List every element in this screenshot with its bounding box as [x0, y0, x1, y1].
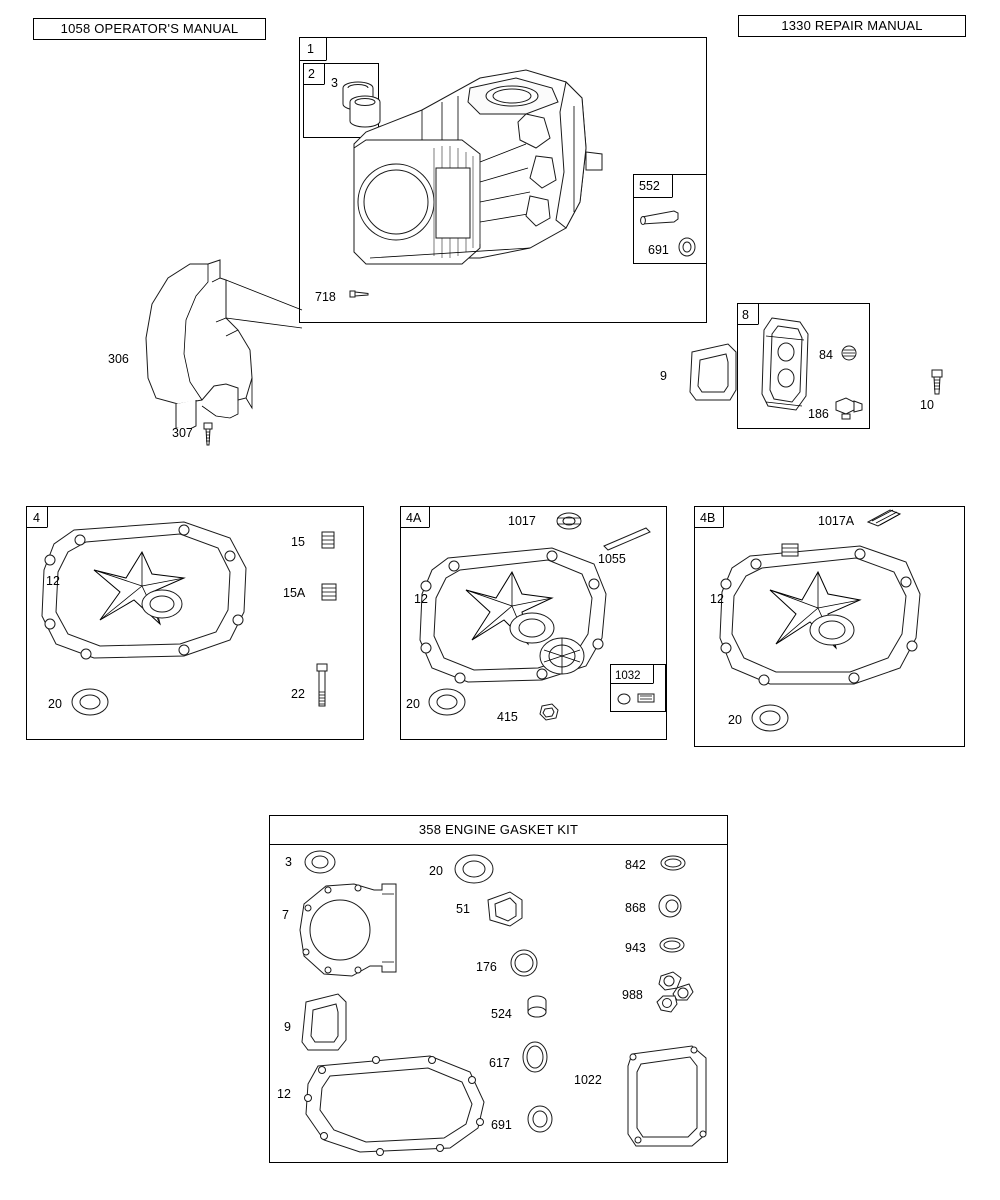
callout-51-kit-label: 51	[456, 902, 470, 916]
part-868-seal	[657, 894, 687, 920]
group-1-ref: 1	[307, 42, 314, 56]
part-15-plug	[318, 528, 340, 552]
callout-524-kit-label: 524	[491, 1007, 512, 1021]
part-51-kit-gasket	[482, 888, 528, 932]
group-4b-ref-divider	[694, 506, 724, 528]
callout-691-label: 691	[648, 243, 669, 257]
callout-1017-label: 1017	[508, 514, 536, 528]
part-9-kit-gasket	[300, 992, 350, 1054]
part-691-seal	[676, 236, 700, 258]
group-552-ref: 552	[639, 179, 660, 193]
callout-20-label-s4a: 20	[406, 697, 420, 711]
part-20-seal-s4	[70, 686, 112, 720]
group-552-ref-divider	[633, 174, 673, 198]
callout-15-label: 15	[291, 535, 305, 549]
part-4b-sump-body	[708, 534, 928, 714]
part-10-screw	[928, 368, 950, 396]
part-306-shroud	[142, 258, 332, 428]
part-718-screw	[348, 286, 372, 302]
part-4-sump-body	[34, 516, 254, 686]
part-1022-gasket	[624, 1040, 714, 1152]
callout-10-label: 10	[920, 398, 934, 412]
part-524-seal	[524, 992, 554, 1024]
callout-1055-label: 1055	[598, 552, 626, 566]
callout-718-label: 718	[315, 290, 336, 304]
repair-manual-label: 1330 REPAIR MANUAL	[781, 18, 923, 33]
callout-12-label-s4b: 12	[710, 592, 724, 606]
part-1-cylinder-block	[330, 52, 630, 314]
part-84-screw	[840, 344, 860, 362]
callout-691-kit-label: 691	[491, 1118, 512, 1132]
callout-22-label: 22	[291, 687, 305, 701]
repair-manual-box[interactable]	[738, 15, 966, 37]
callout-988-kit-label: 988	[622, 988, 643, 1002]
group-2-ref: 2	[308, 67, 315, 81]
callout-15a-label: 15A	[283, 586, 306, 600]
group-4-ref: 4	[33, 511, 40, 525]
group-4a-ref: 4A	[406, 511, 422, 525]
group-4a-ref-divider	[400, 506, 430, 528]
callout-415-label: 415	[497, 710, 518, 724]
callout-176-kit-label: 176	[476, 960, 497, 974]
part-12-crankcase-gasket	[300, 1052, 490, 1158]
group-2-ref-divider	[303, 63, 325, 85]
callout-84-label: 84	[819, 348, 833, 362]
part-1017-governor	[554, 508, 586, 534]
part-617-oring	[519, 1040, 553, 1076]
operators-manual-label: 1058 OPERATOR'S MANUAL	[60, 21, 239, 36]
part-943-oring	[658, 934, 688, 958]
callout-1022-kit-label: 1022	[574, 1073, 602, 1087]
callout-186-label: 186	[808, 407, 829, 421]
group-1032-ref-divider	[610, 664, 654, 684]
part-842-oring	[658, 852, 690, 876]
part-415-nut	[537, 702, 561, 724]
part-9-gasket	[688, 342, 740, 404]
part-307-screw	[200, 422, 218, 448]
group-8-ref: 8	[742, 308, 749, 322]
group-1-ref-divider	[299, 37, 327, 61]
callout-868-kit-label: 868	[625, 901, 646, 915]
callout-12-label-s4a: 12	[414, 592, 428, 606]
callout-1017a-label: 1017A	[818, 514, 855, 528]
part-15a-plug	[318, 580, 342, 604]
operators-manual-box[interactable]	[33, 18, 266, 40]
callout-20-kit-label: 20	[429, 864, 443, 878]
part-186-fitting	[832, 392, 864, 420]
group-4b-ref: 4B	[700, 511, 716, 525]
part-4a-sump-body	[412, 540, 612, 710]
callout-7-kit-label: 7	[282, 908, 289, 922]
callout-3-label: 3	[331, 76, 338, 90]
callout-9-kit-label: 9	[284, 1020, 291, 1034]
part-3-kit-bushing	[303, 848, 339, 878]
callout-20-label-s4: 20	[48, 697, 62, 711]
part-988-gasket-set	[655, 970, 697, 1018]
callout-307-label: 307	[172, 426, 193, 440]
part-8-breather	[756, 312, 818, 422]
part-20-seal-s4b	[750, 702, 792, 736]
group-1032-ref: 1032	[615, 670, 641, 682]
part-691-kit-seal	[524, 1104, 558, 1136]
part-20-seal-s4a	[427, 686, 469, 720]
part-22-bolt	[313, 662, 333, 710]
callout-9-label: 9	[660, 369, 667, 383]
callout-12-label-s4: 12	[46, 574, 60, 588]
callout-3-kit-label: 3	[285, 855, 292, 869]
callout-306-label: 306	[108, 352, 129, 366]
callout-617-kit-label: 617	[489, 1056, 510, 1070]
gasket-kit-title: 358 ENGINE GASKET KIT	[418, 822, 579, 837]
part-20-kit-seal	[453, 852, 497, 888]
part-176-oring	[507, 948, 543, 980]
part-552-pin	[640, 205, 688, 235]
callout-842-kit-label: 842	[625, 858, 646, 872]
callout-943-kit-label: 943	[625, 941, 646, 955]
part-7-head-gasket	[296, 880, 404, 986]
part-1017a-governor	[864, 506, 904, 532]
part-1032-kit	[616, 688, 660, 710]
callout-20-label-s4b: 20	[728, 713, 742, 727]
callout-12-kit-label: 12	[277, 1087, 291, 1101]
